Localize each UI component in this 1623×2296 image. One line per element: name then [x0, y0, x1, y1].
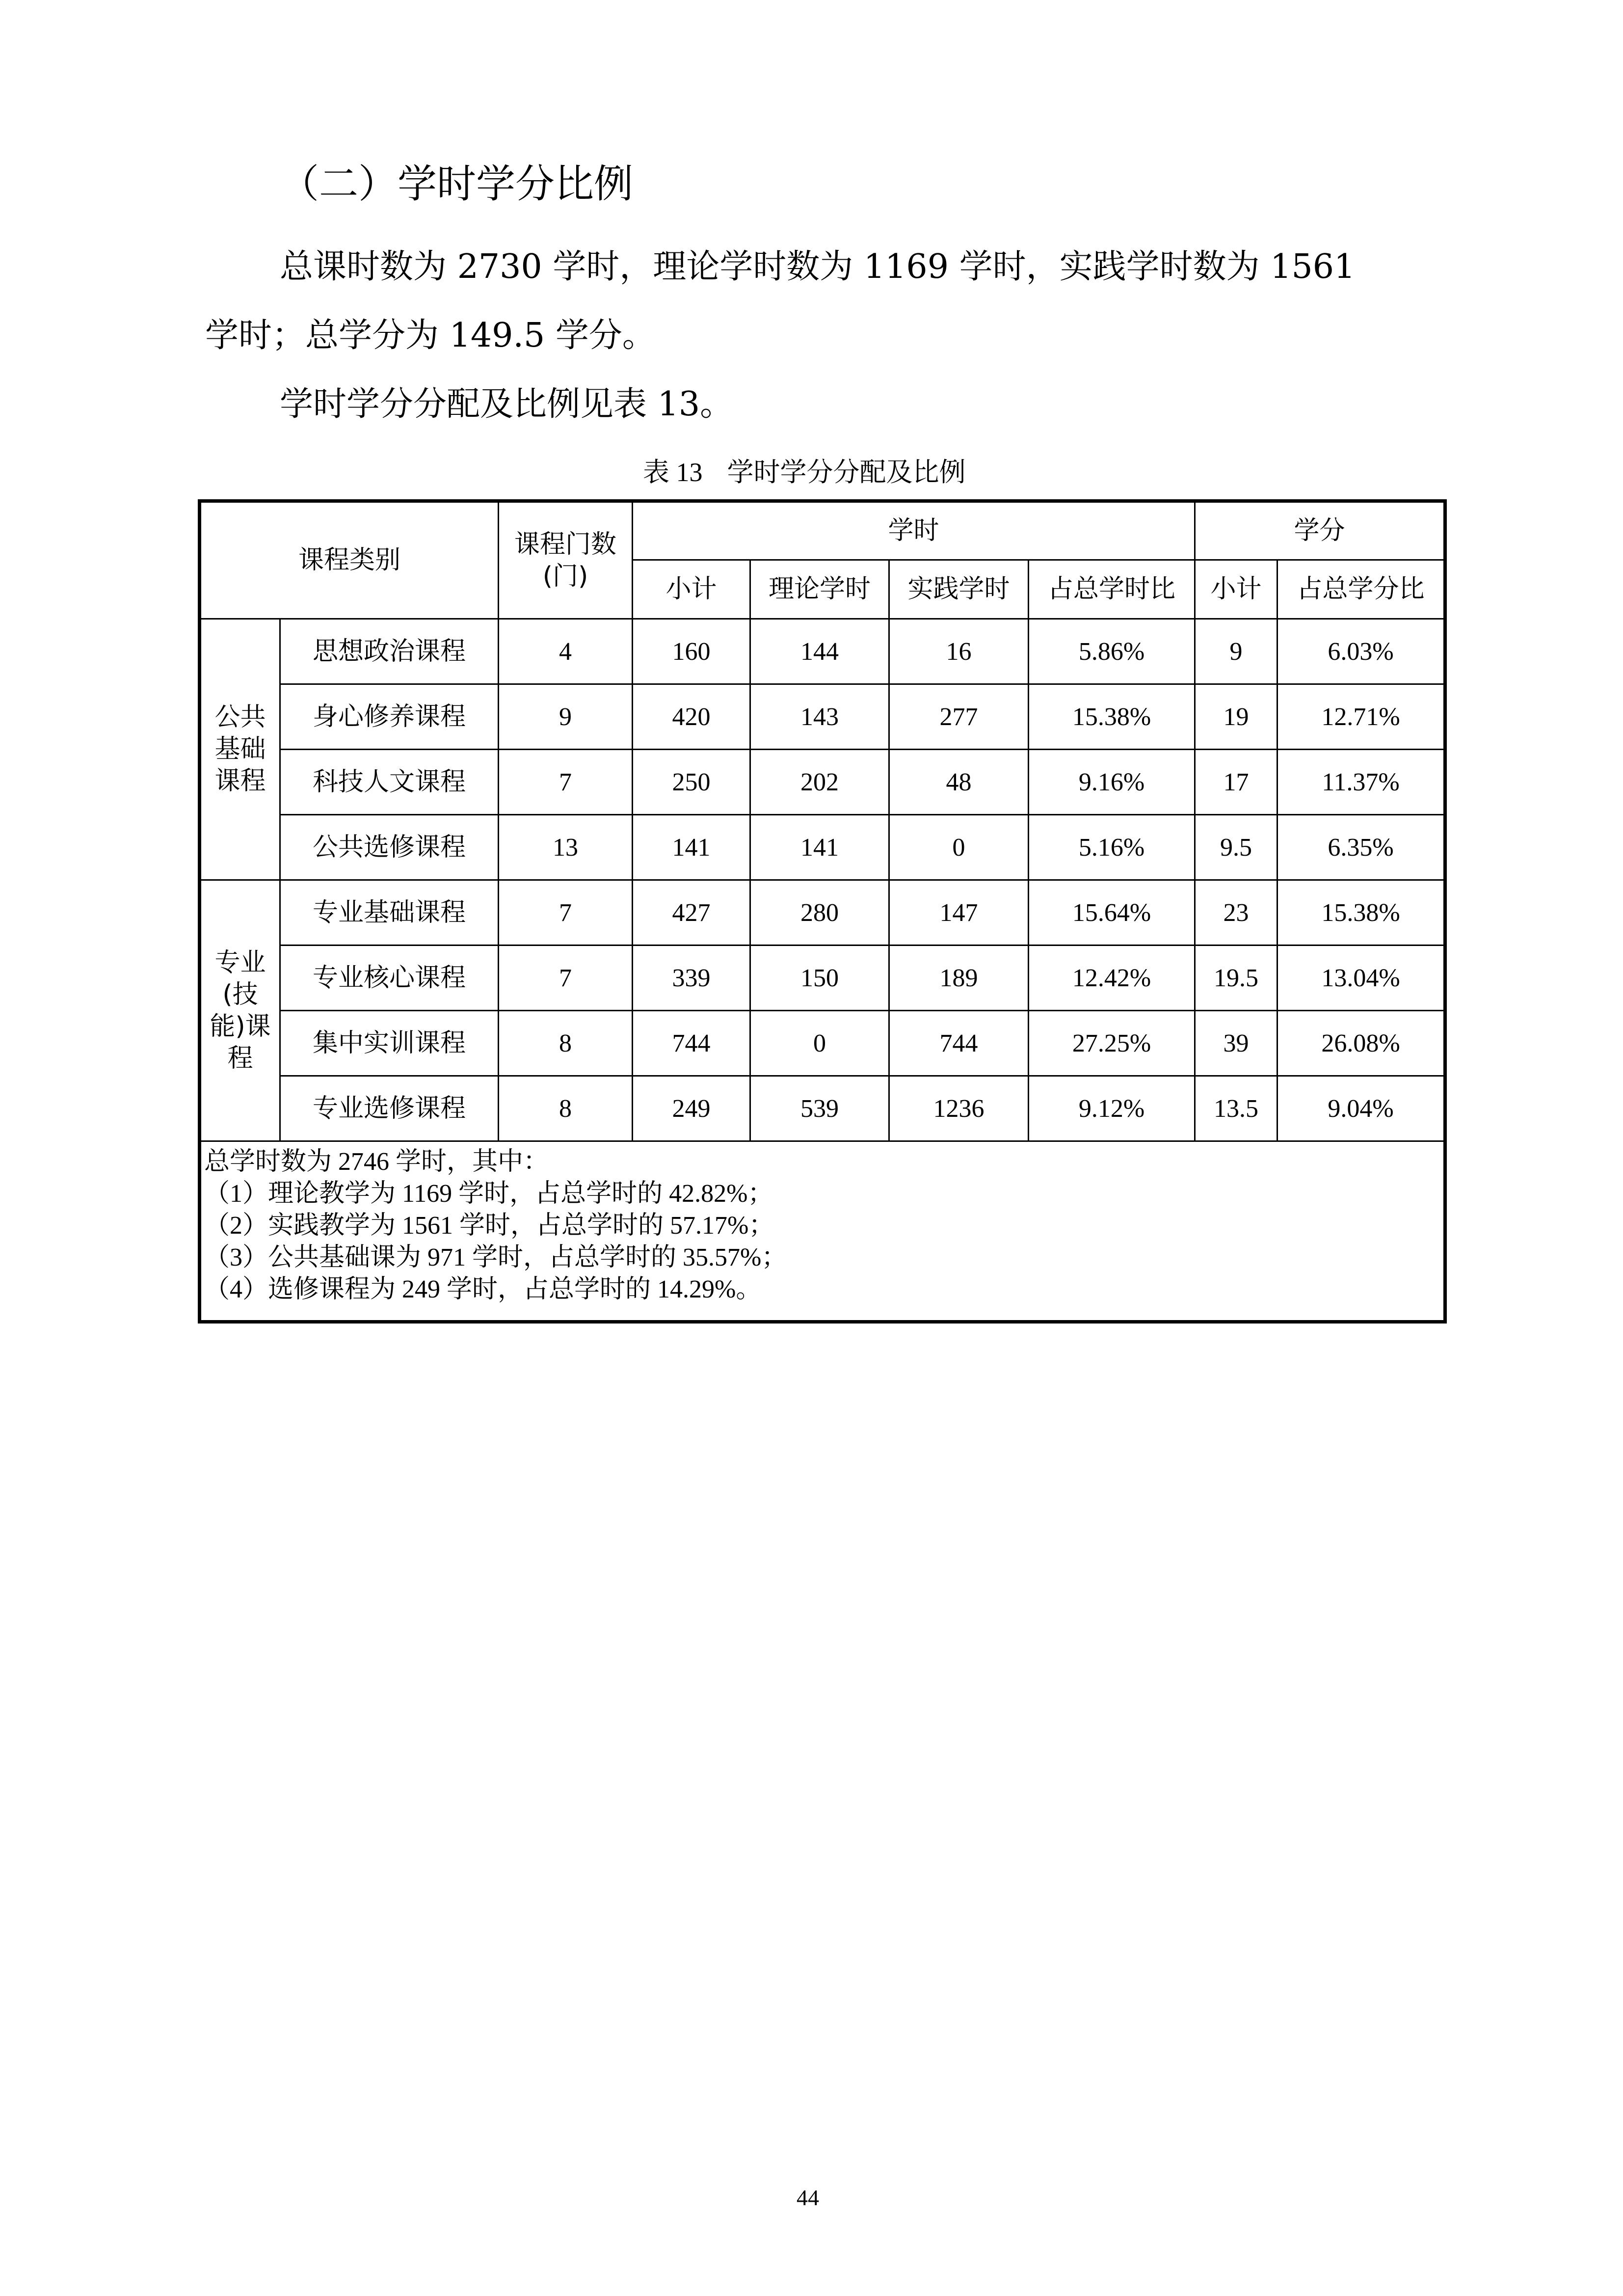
- credits-subtotal: 9.5: [1195, 815, 1277, 880]
- course-count: 4: [499, 619, 633, 684]
- notes-row: [200, 1141, 1445, 1322]
- course-name: 公共选修课程: [280, 815, 499, 880]
- theory-hours: 0: [750, 1011, 889, 1076]
- table-row: [200, 880, 1445, 945]
- group-label-line: 课程: [214, 766, 266, 796]
- credits-ratio: 11.37%: [1277, 750, 1445, 815]
- table-row: [200, 945, 1445, 1011]
- header-theory-hours: 理论学时: [750, 560, 889, 619]
- table-caption-title: 学时学分分配及比例: [727, 457, 966, 487]
- hours-ratio: 9.16%: [1029, 750, 1195, 815]
- hours-subtotal: 339: [633, 945, 750, 1011]
- hours-subtotal: 249: [633, 1076, 750, 1141]
- table-row: [200, 684, 1445, 750]
- credits-subtotal: 19: [1195, 684, 1277, 750]
- table-row: [200, 1011, 1445, 1076]
- practice-hours: 1236: [889, 1076, 1029, 1141]
- header-practice-hours: 实践学时: [889, 560, 1029, 619]
- theory-hours: 202: [750, 750, 889, 815]
- course-name: 专业核心课程: [280, 945, 499, 1011]
- credits-subtotal: 39: [1195, 1011, 1277, 1076]
- table-notes: [200, 1141, 1445, 1322]
- credits-subtotal: 19.5: [1195, 945, 1277, 1011]
- note-line: （3）公共基础课为 971 学时，占总学时的 35.57%；: [204, 1243, 787, 1271]
- course-name: 集中实训课程: [280, 1011, 499, 1076]
- hours-ratio: 15.64%: [1029, 880, 1195, 945]
- section-heading: （二）学时学分比例: [280, 161, 633, 207]
- credits-ratio: 6.03%: [1277, 619, 1445, 684]
- credits-ratio: 12.71%: [1277, 684, 1445, 750]
- practice-hours: 277: [889, 684, 1029, 750]
- practice-hours: 16: [889, 619, 1029, 684]
- credits-subtotal: 13.5: [1195, 1076, 1277, 1141]
- page-number: 44: [797, 2185, 819, 2210]
- course-name: 思想政治课程: [280, 619, 499, 684]
- course-name: 身心修养课程: [280, 684, 499, 750]
- credits-ratio: 15.38%: [1277, 880, 1445, 945]
- theory-hours: 141: [750, 815, 889, 880]
- hours-ratio: 5.86%: [1029, 619, 1195, 684]
- course-count: 7: [499, 750, 633, 815]
- course-name: 专业选修课程: [280, 1076, 499, 1141]
- hours-ratio: 27.25%: [1029, 1011, 1195, 1076]
- table-row: [200, 1076, 1445, 1141]
- header-hours-ratio: 占总学时比: [1029, 560, 1195, 619]
- group-label-line: 能)课: [210, 1011, 271, 1041]
- header-credits-ratio: 占总学分比: [1277, 560, 1445, 619]
- table-row: [200, 619, 1445, 684]
- hours-ratio: 12.42%: [1029, 945, 1195, 1011]
- note-line: （2）实践教学为 1561 学时，占总学时的 57.17%；: [204, 1212, 774, 1240]
- credits-ratio: 9.04%: [1277, 1076, 1445, 1141]
- header-hours-subtotal: 小计: [633, 560, 750, 619]
- practice-hours: 48: [889, 750, 1029, 815]
- header-category: 课程类别: [200, 501, 499, 619]
- theory-hours: 539: [750, 1076, 889, 1141]
- header-credits: 学分: [1195, 501, 1445, 560]
- hours-subtotal: 141: [633, 815, 750, 880]
- hours-ratio: 9.12%: [1029, 1076, 1195, 1141]
- practice-hours: 744: [889, 1011, 1029, 1076]
- table-row: [200, 815, 1445, 880]
- table-caption-number: 表 13: [643, 458, 703, 487]
- course-count: 13: [499, 815, 633, 880]
- theory-hours: 150: [750, 945, 889, 1011]
- course-count: 8: [499, 1011, 633, 1076]
- group-label-line: 基础: [214, 734, 266, 764]
- group-label-line: (技: [222, 979, 258, 1009]
- group-label: [200, 880, 280, 1141]
- hours-subtotal: 160: [633, 619, 750, 684]
- hours-ratio: 15.38%: [1029, 684, 1195, 750]
- course-count: 8: [499, 1076, 633, 1141]
- theory-hours: 143: [750, 684, 889, 750]
- group-label-line: 程: [227, 1043, 253, 1073]
- header-hours: 学时: [633, 501, 1195, 560]
- paragraph-total-hours: 总课时数为 2730 学时，理论学时数为 1169 学时，实践学时数为 1561: [280, 247, 1356, 286]
- hours-credits-table: [198, 499, 1447, 1324]
- course-count: 9: [499, 684, 633, 750]
- hours-subtotal: 427: [633, 880, 750, 945]
- course-name: 专业基础课程: [280, 880, 499, 945]
- credits-ratio: 6.35%: [1277, 815, 1445, 880]
- credits-ratio: 26.08%: [1277, 1011, 1445, 1076]
- credits-ratio: 13.04%: [1277, 945, 1445, 1011]
- note-line: （1）理论教学为 1169 学时，占总学时的 42.82%；: [204, 1180, 773, 1208]
- credits-subtotal: 23: [1195, 880, 1277, 945]
- group-label: [200, 619, 280, 880]
- header-course-count: [499, 501, 633, 619]
- hours-ratio: 5.16%: [1029, 815, 1195, 880]
- credits-subtotal: 9: [1195, 619, 1277, 684]
- credits-subtotal: 17: [1195, 750, 1277, 815]
- theory-hours: 280: [750, 880, 889, 945]
- practice-hours: 147: [889, 880, 1029, 945]
- course-name: 科技人文课程: [280, 750, 499, 815]
- group-label-line: 专业: [214, 947, 266, 977]
- hours-subtotal: 250: [633, 750, 750, 815]
- header-course-count-line1: 课程门数: [514, 529, 617, 559]
- note-line: （4）选修课程为 249 学时，占总学时的 14.29%。: [204, 1275, 762, 1303]
- table-caption: [643, 459, 966, 486]
- practice-hours: 189: [889, 945, 1029, 1011]
- header-course-count-line2: (门): [542, 561, 588, 591]
- hours-subtotal: 744: [633, 1011, 750, 1076]
- practice-hours: 0: [889, 815, 1029, 880]
- paragraph-table-reference: 学时学分分配及比例见表 13。: [280, 385, 734, 424]
- course-count: 7: [499, 880, 633, 945]
- theory-hours: 144: [750, 619, 889, 684]
- paragraph-total-credits: 学时；总学分为 149.5 学分。: [205, 316, 656, 355]
- course-count: 7: [499, 945, 633, 1011]
- hours-subtotal: 420: [633, 684, 750, 750]
- header-credits-subtotal: 小计: [1195, 560, 1277, 619]
- group-label-line: 公共: [214, 702, 266, 732]
- note-line: 总学时数为 2746 学时，其中：: [204, 1148, 549, 1176]
- table-row: [200, 750, 1445, 815]
